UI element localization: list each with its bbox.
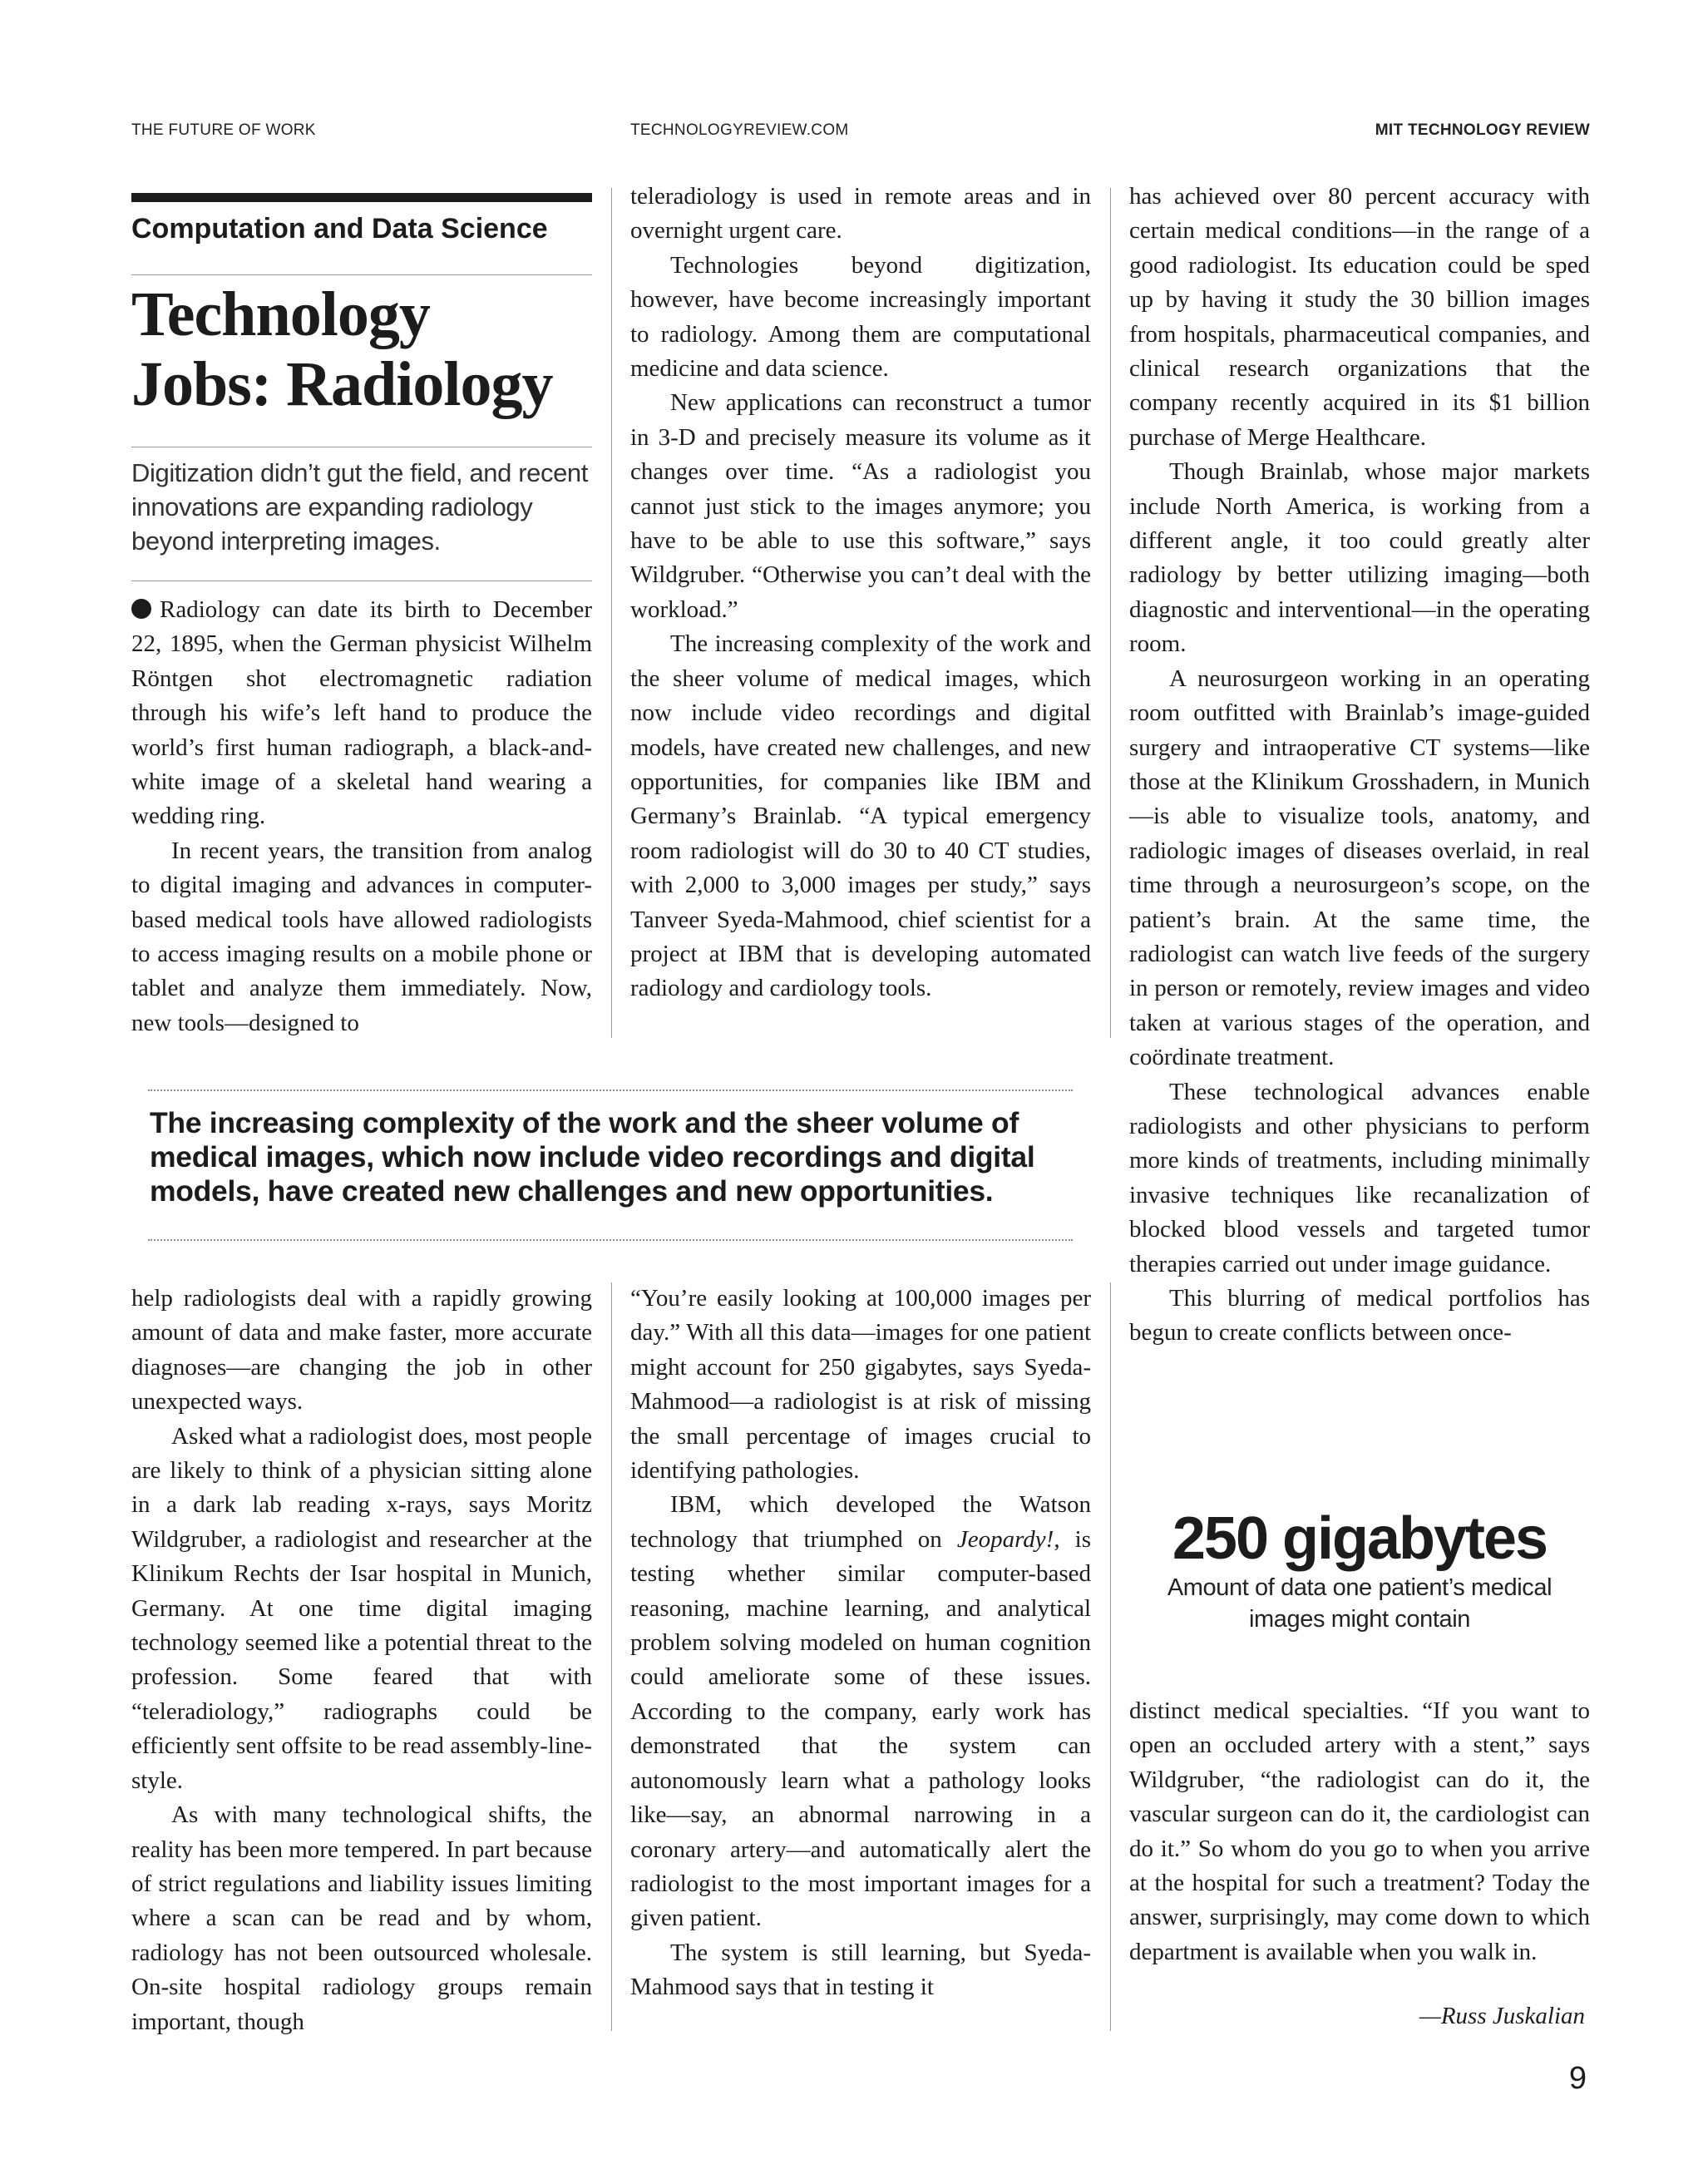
running-header-url: TECHNOLOGYREVIEW.COM: [630, 121, 849, 139]
column-3-top: [1129, 180, 1590, 1351]
paragraph: The increasing complexity of the work and the sheer volume of medical images, which now include video recordings and digital models, have created new challenges, and new opportunities, for companies like IBM and Germany’s Brainlab. “A typical emergency room radiologist will do 30 to 40 CT studies, with 2,000 to 3,000 images per study,” says Tanveer Syeda-Mahmood, chief scientist for a project at IBM that is developing automated radiology and cardiology tools.: [630, 630, 1091, 1002]
paragraph: A neurosurgeon working in an operating room outfitted with Brainlab’s image-guided surgery and intraoperative CT systems—like those at the Klinikum Grosshadern, in Munich—is able to visualize tools, anatomy, and radiologic images of diseases overlaid, in real time through a neurosurgeon’s scope, on the patient’s brain. At the same time, the radiologist can watch live feeds of the surgery in person or remotely, review images and video taken at various stages of the operation, and coördinate treatment.: [1129, 665, 1590, 1071]
author-byline: —Russ Juskalian: [1419, 2003, 1585, 2029]
text-run: IBM, which developed the Watson technology that triumphed on: [630, 1491, 1091, 1553]
paragraph: The system is still learning, but Syeda-Mahmood says that in testing it: [630, 1939, 1091, 2001]
column-2-top: [630, 180, 1091, 1006]
paragraph: help radiologists deal with a rapidly growing amount of data and make faster, more accurate diagnoses—are changing the job in other unexpected ways.: [131, 1285, 592, 1416]
italic-title: Jeopardy!: [956, 1525, 1054, 1553]
column-2-bottom: [630, 1282, 1091, 2005]
lead-paragraph-text: Radiology can date its birth to December 22, 1895, when the German physicist Wilhelm Röntgen shot electromagnetic radiation through his wife’s left hand to produce the world’s first human radiograph, a black-and-white image of a skeletal hand wearing a wedding ring.: [131, 596, 592, 830]
paragraph: “You’re easily looking at 100,000 images per day.” With all this data—images for one patient might account for 250 gigabytes, says Syeda-Mahmood—a radiologist is at risk of missing the small percentage of images crucial to identifying pathologies.: [630, 1285, 1091, 1485]
column-divider: [611, 188, 612, 1038]
column-divider: [1110, 1282, 1111, 2031]
section-top-bar: [131, 193, 592, 202]
paragraph: [131, 593, 592, 834]
running-header-publication: MIT TECHNOLOGY REVIEW: [1375, 121, 1590, 139]
paragraph: New applications can reconstruct a tumor in 3-D and precisely measure its volume as it changes over time. “As a radiologist you cannot just stick to the images anymore; you have to be able to use this software,” says Wildgruber. “Otherwise you can’t deal with the workload.”: [630, 389, 1091, 623]
paragraph: These technological advances enable radiologists and other physicians to perform more kinds of treatments, including minimally invasive techniques like recanalization of blocked blood vessels and targeted tumor therapies carried out under image guidance.: [1129, 1078, 1590, 1277]
column-1-bottom: [131, 1282, 592, 2039]
article-title-line-2: Jobs: Radiology: [131, 349, 553, 419]
running-header-section: THE FUTURE OF WORK: [131, 121, 316, 139]
pull-quote: The increasing complexity of the work and the sheer volume of medical images, which now include video recordings and digital models, have created new challenges and new opportunities.: [150, 1106, 1035, 1208]
column-3-bottom: [1129, 1694, 1590, 1969]
paragraph: Though Brainlab, whose major markets include North America, is working from a different angle, it too could greatly alter radiology by better utilizing imaging—both diagnostic and interventional—in the operating room.: [1129, 458, 1590, 658]
article-title-line-1: Technology: [131, 279, 430, 349]
paragraph: In recent years, the transition from analog to digital imaging and advances in computer-based medical tools have allowed radiologists to access imaging results on a mobile phone or tablet and analyze them immediately. Now, new tools—designed to: [131, 837, 592, 1036]
paragraph: [630, 1488, 1091, 1935]
column-divider: [1110, 188, 1111, 1038]
column-1-top: [131, 593, 592, 1040]
title-rule-top: [131, 274, 592, 275]
paragraph: teleradiology is used in remote areas and in overnight urgent care.: [630, 183, 1091, 245]
paragraph: has achieved over 80 percent accuracy with certain medical conditions—in the range of a good radiologist. Its education could be sped up by having it study the 30 billion images from hospitals, pharmaceutical companies, and clinical research organizations that the company recently acquired in its $1 billion purchase of Merge Healthcare.: [1129, 183, 1590, 451]
stat-caption-line-2: images might contain: [1248, 1606, 1471, 1633]
pull-quote-rule-bottom: [148, 1239, 1073, 1241]
page-number: 9: [1568, 2061, 1587, 2096]
paragraph: This blurring of medical portfolios has begun to create conflicts between once-: [1129, 1285, 1590, 1346]
section-label: Computation and Data Science: [131, 213, 548, 245]
article-dek: Digitization didn’t gut the field, and recent innovations are expanding radiology beyond interpreting images.: [131, 458, 588, 556]
text-run: , is testing whether similar computer-based reasoning, machine learning, and analytical problem solving modeled on human cognition could ameliorate some of these issues. According to the company, early work has demonstrated that the system can autonomously learn what a pathology looks like—say, an abnormal narrowing in a coronary artery—and automatically alert the radiologist to the most important images for a given patient.: [630, 1525, 1091, 1932]
stat-callout: [1129, 1505, 1590, 1635]
paragraph: Asked what a radiologist does, most people are likely to think of a physician sitting alone in a dark lab reading x-rays, says Moritz Wildgruber, a radiologist and researcher at the Klinikum Rechts der Isar hospital in Munich, Germany. At one time digital imaging technology seemed like a potential threat to the profession. Some feared that with “teleradiology,” radiographs could be efficiently sent offsite to be read assembly-line-style.: [131, 1422, 592, 1794]
article-title: [131, 279, 605, 419]
paragraph: distinct medical specialties. “If you want to open an occluded artery with a stent,” says Wildgruber, “the radiologist can do it, the vascular surgeon can do it, the cardiologist can do it.” So whom do you go to when you arrive at the hospital for such a treatment? Today the answer, surprisingly, may come down to which department is available when you walk in.: [1129, 1697, 1590, 1965]
pull-quote-rule-top: [148, 1090, 1073, 1091]
bullet-dot: [131, 599, 151, 619]
stat-caption-line-1: Amount of data one patient’s medical: [1167, 1574, 1552, 1601]
paragraph: As with many technological shifts, the reality has been more tempered. In part because of strict regulations and liability issues limiting where a scan can be read and by whom, radiology has not been outsourced wholesale. On-site hospital radiology groups remain important, though: [131, 1801, 592, 2035]
paragraph: Technologies beyond digitization, however, have become increasingly important to radiology. Among them are computational medicine and data science.: [630, 251, 1091, 383]
stat-number: 250 gigabytes: [1172, 1505, 1548, 1572]
column-divider: [611, 1282, 612, 2031]
